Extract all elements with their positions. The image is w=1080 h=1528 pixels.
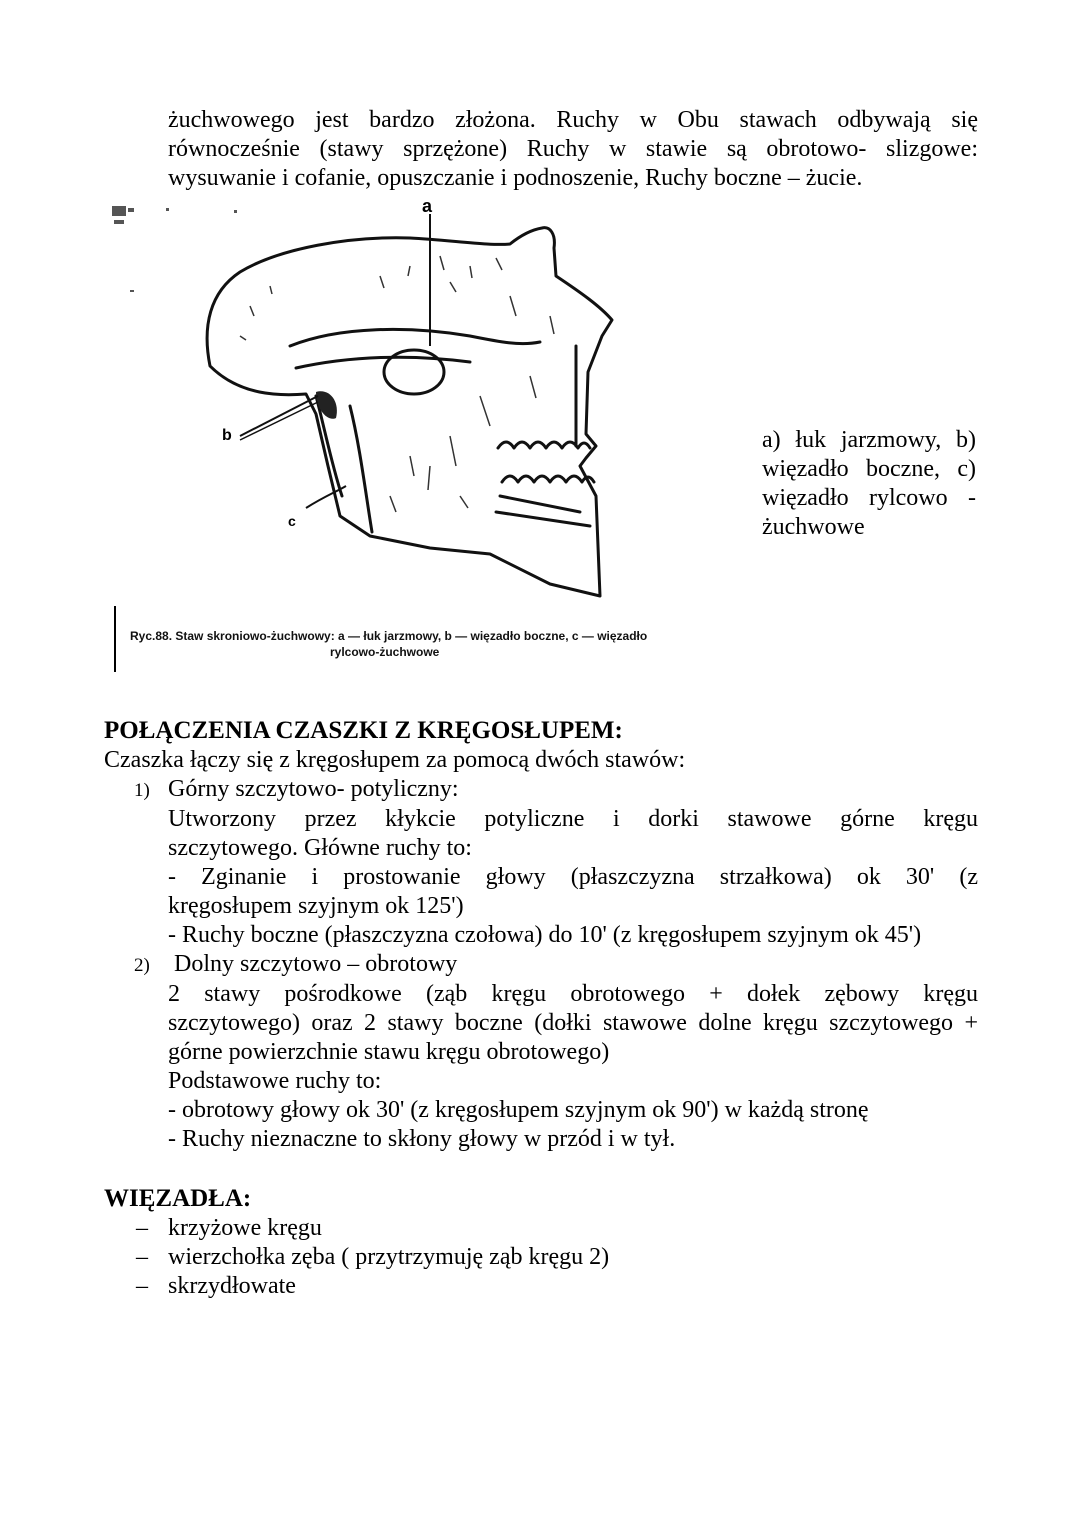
text-line: Utworzony przez kłykcie potyliczne i dorki stawowe górne kręgu bbox=[168, 806, 978, 832]
legend-line: więzadło rylcowo - bbox=[762, 485, 976, 511]
section-intro: Czaszka łączy się z kręgosłupem za pomocą dwóch stawów: bbox=[104, 747, 686, 773]
skull-illustration bbox=[110, 196, 760, 616]
text-line: kręgosłupem szyjnym ok 125') bbox=[168, 893, 464, 919]
section-title: POŁĄCZENIA CZASZKI Z KRĘGOSŁUPEM: bbox=[104, 717, 623, 744]
text-line: równocześnie (stawy sprzężone) Ruchy w stawie są obrotowo- slizgowe: bbox=[168, 136, 978, 162]
list-item bbox=[104, 1243, 984, 1272]
list-item bbox=[104, 1214, 984, 1243]
joint-1 bbox=[104, 775, 984, 950]
label-b: b bbox=[222, 427, 232, 444]
list-item bbox=[104, 1272, 984, 1301]
text-line: - Ruchy nieznaczne to skłony głowy w przód i w tył. bbox=[168, 1126, 676, 1152]
joint-name: Dolny szczytowo – obrotowy bbox=[174, 951, 458, 977]
caption-line: Ryc.88. Staw skroniowo-żuchwowy: a — łuk jarzmowy, b — więzadło boczne, c — więzadło bbox=[130, 629, 648, 643]
list-item-text: krzyżowe kręgu bbox=[168, 1215, 322, 1241]
text-line: Podstawowe ruchy to: bbox=[168, 1068, 382, 1094]
caption-line: rylcowo-żuchwowe bbox=[330, 645, 440, 659]
section-title: WIĘZADŁA: bbox=[104, 1185, 252, 1212]
text-line: - Ruchy boczne (płaszczyzna czołowa) do 10' (z kręgosłupem szyjnym ok 45') bbox=[168, 922, 922, 948]
text-line: - Zginanie i prostowanie głowy (płaszczyzna strzałkowa) ok 30' (z bbox=[168, 864, 978, 890]
joint-name: Górny szczytowo- potyliczny: bbox=[168, 776, 459, 802]
figure-caption bbox=[130, 628, 770, 660]
legend-line: a) łuk jarzmowy, b) bbox=[762, 427, 976, 453]
figure-legend bbox=[762, 426, 976, 542]
legend-line: żuchwowe bbox=[762, 514, 865, 540]
skull-spine-section bbox=[104, 716, 984, 1154]
text-line: szczytowego. Główne ruchy to: bbox=[168, 835, 472, 861]
dash-bullet: – bbox=[136, 1215, 148, 1241]
label-c: c bbox=[288, 513, 296, 529]
text-line: szczytowego) oraz 2 stawy boczne (dołki stawowe dolne kręgu szczytowego + bbox=[168, 1010, 978, 1036]
tmj-figure bbox=[110, 196, 760, 676]
ligaments-section bbox=[104, 1184, 984, 1301]
list-number: 2) bbox=[134, 955, 150, 976]
label-a: a bbox=[422, 196, 433, 216]
text-line: górne powierzchnie stawu kręgu obrotowego) bbox=[168, 1039, 610, 1065]
joint-2 bbox=[104, 950, 984, 1154]
list-item-text: skrzydłowate bbox=[168, 1273, 296, 1299]
text-line: - obrotowy głowy ok 30' (z kręgosłupem szyjnym ok 90') w każdą stronę bbox=[168, 1097, 869, 1123]
list-number: 1) bbox=[134, 780, 150, 801]
legend-line: więzadło boczne, c) bbox=[762, 456, 976, 482]
text-line: wysuwanie i cofanie, opuszczanie i podnoszenie, Ruchy boczne – żucie. bbox=[168, 165, 863, 191]
text-line: żuchwowego jest bardzo złożona. Ruchy w Obu stawach odbywają się bbox=[168, 107, 978, 133]
text-line: 2 stawy pośrodkowe (ząb kręgu obrotowego + dołek zębowy kręgu bbox=[168, 981, 978, 1007]
ligament-list bbox=[104, 1214, 984, 1301]
list-item-text: wierzchołka zęba ( przytrzymuję ząb kręgu 2) bbox=[168, 1244, 610, 1270]
dash-bullet: – bbox=[136, 1273, 148, 1299]
dash-bullet: – bbox=[136, 1244, 148, 1270]
intro-paragraph bbox=[168, 106, 978, 193]
caption-rule bbox=[114, 606, 116, 672]
